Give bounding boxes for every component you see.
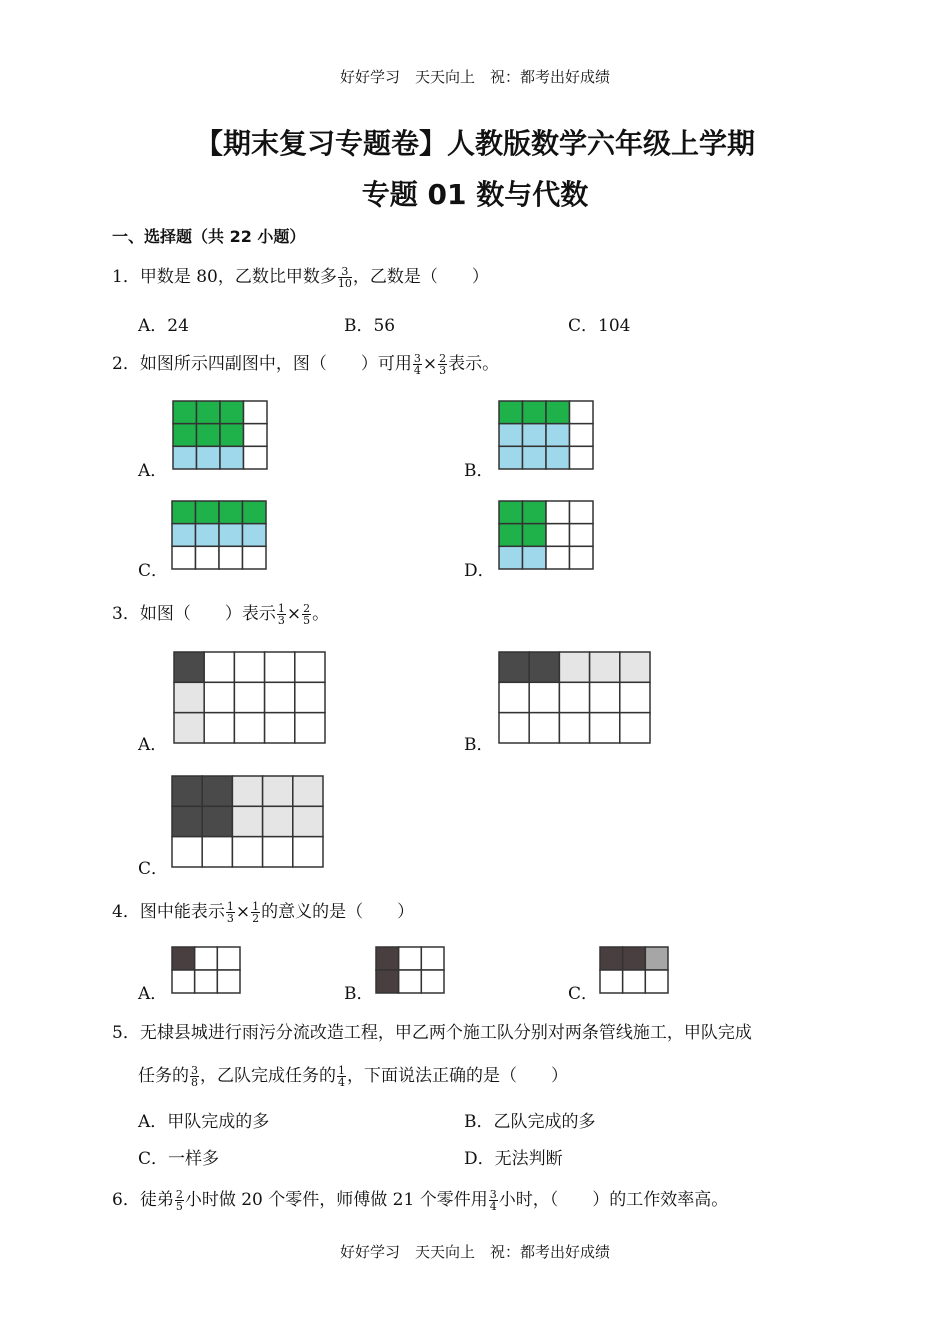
grid-cell	[172, 837, 202, 867]
grid-cell	[590, 652, 620, 682]
grid-cell	[263, 776, 293, 806]
grid-cell	[217, 970, 240, 993]
grid-cell	[173, 401, 197, 424]
q4-fraction-1: $\frac{1}{3}$	[226, 900, 234, 925]
page-subtitle: 专题 01 数与代数	[361, 178, 589, 211]
grid-cell	[196, 546, 220, 569]
q3-text-post: 。	[312, 604, 330, 624]
grid-cell	[546, 424, 570, 447]
grid-cell	[499, 682, 529, 712]
q3-fraction-2: $\frac{2}{5}$	[303, 602, 311, 627]
question-5-line-1: 5．无棣县城进行雨污分流改造工程，甲乙两个施工队分别对两条管线施工，甲队完成	[112, 1023, 752, 1043]
question-2	[112, 349, 499, 376]
grid-cell	[523, 401, 547, 424]
grid-cell	[590, 713, 620, 743]
q4-text-pre: 4．图中能表示	[112, 902, 225, 922]
grid-cell	[172, 546, 196, 569]
q4-figure-a[interactable]	[171, 946, 241, 994]
grid-cell	[204, 713, 234, 743]
q5-fraction-1: $\frac{3}{8}$	[191, 1064, 198, 1089]
times-sign: ×	[235, 902, 251, 922]
grid-cell	[529, 713, 559, 743]
grid-cell	[234, 713, 264, 743]
grid-cell	[546, 401, 570, 424]
question-1	[112, 262, 489, 289]
grid-cell	[645, 947, 668, 970]
grid-cell	[244, 446, 268, 469]
grid-cell	[263, 837, 293, 867]
grid-cell	[499, 424, 523, 447]
grid-cell	[376, 947, 399, 970]
grid-cell	[219, 501, 243, 524]
grid-cell	[263, 806, 293, 836]
grid-cell	[559, 682, 589, 712]
q3-figure-b[interactable]	[498, 651, 651, 744]
page-header: 好好学习 天天向上 祝：都考出好成绩	[339, 68, 610, 86]
grid-cell	[265, 652, 295, 682]
question-5-line-2	[138, 1061, 568, 1088]
grid-cell	[546, 446, 570, 469]
q4-text-post: 的意义的是（ ）	[261, 902, 415, 922]
grid-cell	[197, 446, 221, 469]
grid-cell	[197, 401, 221, 424]
q2-option-c[interactable]: C．	[138, 561, 169, 581]
grid-cell	[220, 424, 244, 447]
q3-option-a[interactable]: A．	[138, 735, 168, 755]
section-heading: 一、选择题（共 22 小题）	[112, 227, 306, 246]
grid-cell	[600, 970, 623, 993]
grid-cell	[172, 776, 202, 806]
grid-cell	[174, 652, 204, 682]
question-6	[112, 1185, 728, 1212]
grid-cell	[204, 652, 234, 682]
grid-cell	[295, 682, 325, 712]
grid-cell	[196, 501, 220, 524]
grid-cell	[590, 682, 620, 712]
grid-cell	[645, 970, 668, 993]
grid-cell	[219, 524, 243, 547]
grid-cell	[529, 682, 559, 712]
grid-cell	[499, 524, 523, 547]
grid-cell	[265, 713, 295, 743]
page-title: 【期末复习专题卷】人教版数学六年级上学期	[194, 127, 755, 160]
q2-option-d[interactable]: D．	[464, 561, 495, 581]
grid-cell	[202, 776, 232, 806]
q2-option-b[interactable]: B．	[464, 461, 494, 481]
q5-text-b: ，乙队完成任务的	[200, 1066, 336, 1086]
grid-cell	[232, 776, 262, 806]
q5-text-a: 任务的	[138, 1066, 189, 1086]
grid-cell	[243, 501, 267, 524]
grid-cell	[529, 652, 559, 682]
q2-figure-b[interactable]	[498, 400, 594, 470]
q5-option-c[interactable]: C．一样多	[138, 1149, 220, 1169]
q1-option-c[interactable]: C．104	[568, 316, 631, 336]
grid-cell	[523, 501, 547, 524]
q3-fraction-1: $\frac{1}{3}$	[277, 602, 285, 627]
grid-cell	[172, 524, 196, 547]
grid-cell	[234, 652, 264, 682]
grid-cell	[620, 713, 650, 743]
grid-cell	[244, 424, 268, 447]
grid-cell	[570, 546, 594, 569]
grid-cell	[499, 401, 523, 424]
grid-cell	[570, 401, 594, 424]
grid-cell	[243, 524, 267, 547]
grid-cell	[232, 837, 262, 867]
grid-cell	[295, 652, 325, 682]
q3-option-c[interactable]: C．	[138, 859, 169, 879]
q2-option-a[interactable]: A．	[138, 461, 168, 481]
grid-cell	[546, 546, 570, 569]
grid-cell	[243, 546, 267, 569]
question-3	[112, 599, 329, 626]
q3-text-pre: 3．如图（ ）表示	[112, 604, 276, 624]
grid-cell	[173, 446, 197, 469]
grid-cell	[174, 713, 204, 743]
grid-cell	[244, 401, 268, 424]
q6-text-mid: 小时做 20 个零件，师傅做 21 个零件用	[184, 1190, 488, 1210]
grid-cell	[173, 424, 197, 447]
q5-fraction-2: $\frac{1}{4}$	[338, 1064, 345, 1089]
grid-cell	[499, 652, 529, 682]
q4-figure-c[interactable]	[599, 946, 669, 994]
times-sign: ×	[422, 354, 438, 374]
grid-cell	[523, 424, 547, 447]
grid-cell	[523, 524, 547, 547]
grid-cell	[172, 806, 202, 836]
grid-cell	[570, 446, 594, 469]
q4-fraction-2: $\frac{1}{2}$	[252, 900, 260, 925]
grid-cell	[421, 947, 444, 970]
q2-text-pre: 2．如图所示四副图中，图（ ）可用	[112, 354, 412, 374]
grid-cell	[600, 947, 623, 970]
grid-cell	[499, 501, 523, 524]
grid-cell	[174, 682, 204, 712]
grid-cell	[546, 501, 570, 524]
grid-cell	[295, 713, 325, 743]
grid-cell	[570, 501, 594, 524]
q2-text-post: 表示。	[448, 354, 500, 374]
q2-fraction-2: $\frac{2}{3}$	[439, 352, 447, 377]
grid-cell	[204, 682, 234, 712]
grid-cell	[523, 546, 547, 569]
grid-cell	[570, 424, 594, 447]
q5-option-a[interactable]: A．甲队完成的多	[138, 1112, 270, 1132]
q1-text-pre: 1．甲数是 80，乙数比甲数多	[112, 267, 337, 287]
grid-cell	[499, 713, 529, 743]
grid-cell	[559, 652, 589, 682]
grid-cell	[293, 837, 323, 867]
grid-cell	[499, 546, 523, 569]
q5-option-d[interactable]: D．无法判断	[464, 1149, 563, 1169]
grid-cell	[620, 682, 650, 712]
grid-cell	[559, 713, 589, 743]
grid-cell	[546, 524, 570, 547]
q1-fraction: $\frac{3}{10}$	[337, 265, 352, 290]
q1-option-a[interactable]: A．24	[138, 316, 189, 336]
grid-cell	[195, 947, 218, 970]
q2-figure-c[interactable]	[171, 500, 267, 570]
q6-fraction-2: $\frac{3}{4}$	[489, 1188, 497, 1213]
grid-cell	[265, 682, 295, 712]
q6-text-pre: 6．徒弟	[112, 1190, 174, 1210]
q3-figure-c[interactable]	[171, 775, 324, 868]
q2-figure-d[interactable]	[498, 500, 594, 570]
grid-cell	[293, 776, 323, 806]
grid-cell	[499, 446, 523, 469]
grid-cell	[293, 806, 323, 836]
grid-cell	[202, 837, 232, 867]
q2-figure-a[interactable]	[172, 400, 268, 470]
grid-cell	[376, 970, 399, 993]
q4-option-c[interactable]: C．	[568, 984, 599, 1004]
grid-cell	[421, 970, 444, 993]
q3-figure-a[interactable]	[173, 651, 326, 744]
grid-cell	[399, 970, 422, 993]
grid-cell	[172, 947, 195, 970]
grid-cell	[620, 652, 650, 682]
q3-option-b[interactable]: B．	[464, 735, 494, 755]
q1-option-b[interactable]: B．56	[344, 316, 396, 336]
grid-cell	[217, 947, 240, 970]
grid-cell	[202, 806, 232, 836]
grid-cell	[623, 970, 646, 993]
grid-cell	[570, 524, 594, 547]
grid-cell	[623, 947, 646, 970]
question-4	[112, 897, 414, 924]
grid-cell	[399, 947, 422, 970]
q5-option-b[interactable]: B．乙队完成的多	[464, 1112, 596, 1132]
page-footer: 好好学习 天天向上 祝：都考出好成绩	[339, 1243, 610, 1261]
q4-figure-b[interactable]	[375, 946, 445, 994]
grid-cell	[172, 970, 195, 993]
grid-cell	[219, 546, 243, 569]
q1-text-post: ，乙数是（ ）	[352, 267, 489, 287]
grid-cell	[220, 401, 244, 424]
grid-cell	[232, 806, 262, 836]
grid-cell	[195, 970, 218, 993]
q4-option-a[interactable]: A．	[138, 984, 168, 1004]
grid-cell	[523, 446, 547, 469]
grid-cell	[220, 446, 244, 469]
q5-text-c: ，下面说法正确的是（ ）	[347, 1066, 568, 1086]
grid-cell	[172, 501, 196, 524]
grid-cell	[196, 524, 220, 547]
q6-fraction-1: $\frac{2}{5}$	[175, 1188, 183, 1213]
times-sign: ×	[286, 604, 302, 624]
q4-option-b[interactable]: B．	[344, 984, 374, 1004]
q2-fraction-1: $\frac{3}{4}$	[413, 352, 421, 377]
grid-cell	[197, 424, 221, 447]
q6-text-post: 小时，（ ）的工作效率高。	[498, 1190, 729, 1210]
grid-cell	[234, 682, 264, 712]
